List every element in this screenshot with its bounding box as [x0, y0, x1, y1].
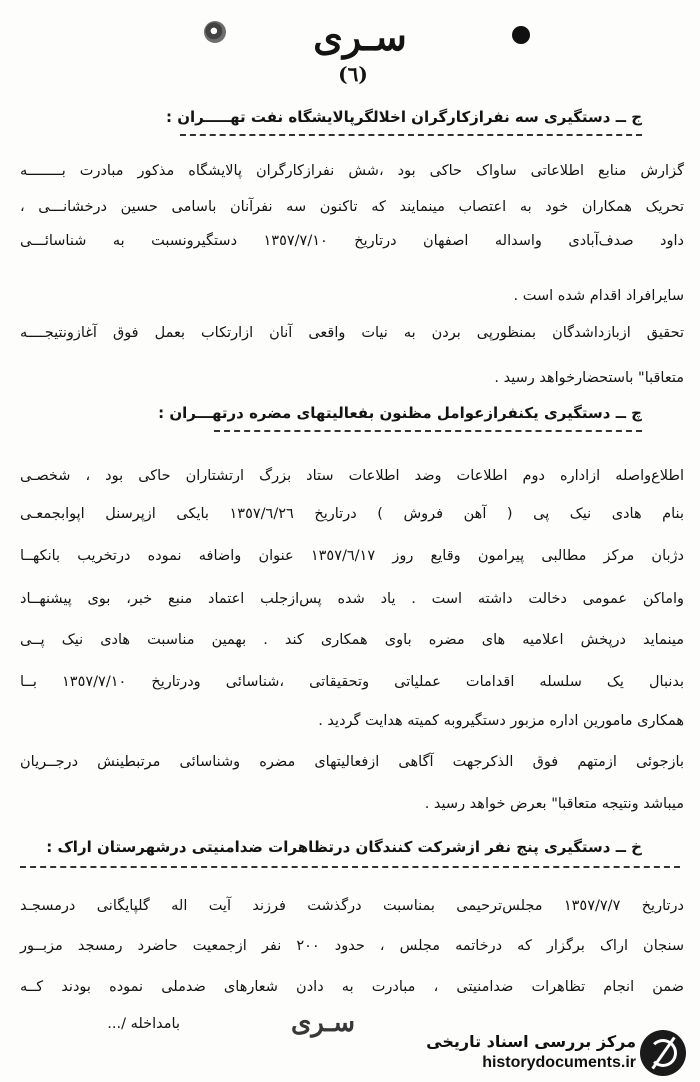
- seal-mark-icon: [204, 21, 226, 43]
- body-line: سنجان اراک برگزار که درخاتمه مجلس ، حدود ٢٠٠ نفر ازجمعیت حاضرد رمسجد مزبــور: [20, 938, 685, 954]
- body-line: بامداخله /...: [107, 1016, 180, 1032]
- body-line: سایرافراد اقدام شده است .: [513, 288, 684, 304]
- classification-stamp: سـری: [290, 1008, 356, 1038]
- archive-name: مرکز بررسی اسناد تاریخی: [426, 1032, 636, 1051]
- heading-underline: [214, 430, 642, 432]
- body-line: تحقیق ازبازداشدگان بمنظورپی بردن به نیات واقعی آنان ازارتکاب بعمل فوق آغازونتیجــــه: [20, 325, 684, 341]
- section-heading: خ ــ دستگیری پنج نفر ازشرکت کنندگان درتظاهرات ضدامنیتی درشهرستان اراک :: [46, 838, 642, 856]
- body-line: بنام هادی نیک پی ( آهن فروش ) درتاریخ ١٣٥٧/٦/٢٦ بایکی ازپرسنل اپوابجمعـی: [20, 506, 684, 522]
- heading-underline: [20, 866, 680, 868]
- classification-header: سـری: [313, 14, 407, 59]
- body-line: ضمن انجام تظاهرات ضدامنیتی ، مبادرت به دادن شعارهای ضدملی نموده بودند کــه: [20, 979, 684, 995]
- body-line: دژبان مرکز مطالبی پیرامون وقایع روز ١٣٥٧/٦/١٧ عنوان واضافه نموده درتخریب بانکهــا: [20, 548, 684, 564]
- heading-underline: [180, 134, 642, 136]
- body-line: همکاری مامورین اداره مزبور دستگیروبه کمیته هدایت گردید .: [318, 713, 684, 729]
- body-line: مینماید درپخش اعلامیه های مضره باوی همکاری کند . بهمین مناسبت هادی نیک پــی: [20, 632, 684, 648]
- body-line: میباشد ونتیجه متعاقبا" بعرض خواهد رسید .: [424, 796, 684, 812]
- archive-url[interactable]: historydocuments.ir: [482, 1054, 636, 1071]
- body-line: درتاریخ ١٣٥٧/٧/٧ مجلس‌ترحیمی بمناسبت درگذشت فرزند آیت اله گلپایگانی درمسجـد: [20, 898, 685, 914]
- section-heading: چ ــ دستگیری یکنفرازعوامل مظنون بفعالیتهای مضره درتهـــران :: [158, 404, 642, 422]
- body-line: متعاقبا" باستحضارخواهد رسید .: [494, 370, 684, 386]
- body-line: واماکن عمومی دخالت داشته است . یاد شده پس‌ازجلب اعتماد منبع خبر، بوی پیشنهــاد: [20, 591, 684, 607]
- page-number: (٦): [338, 62, 368, 86]
- body-line: داود صدف‌آبادی واسداله اصفهان درتاریخ ١٣٥٧/٧/١٠ دستگیرونسبت به شناسائـــی: [20, 233, 684, 249]
- body-line: بدنبال یک سلسله اقدامات عملیاتی وتحقیقاتی ،شناسائی ودرتاریخ ١٣٥٧/٧/١٠ بــا: [20, 674, 685, 690]
- section-heading: ج ــ دستگیری سه نفرازکارگران اخلالگرپالایشگاه نفت تهـــــران :: [165, 108, 642, 126]
- body-line: بازجوئی ازمتهم فوق الذکرجهت آگاهی ازفعالیتهای مضره وشناسائی مرتبطینش درجــریان: [20, 754, 684, 770]
- body-line: اطلاع‌واصله ازاداره دوم اطلاعات وضد اطلاعات ستاد بزرگ ارتشتاران حاکی بود ، شخصـی: [20, 468, 684, 484]
- body-line: تحریک همکاران خود به اعتصاب مینمایند که تاکنون سه نفرآنان باسامی حسین درخشانـــی ،: [20, 199, 684, 215]
- body-line: گزارش منابع اطلاعاتی ساواک حاکی بود ،شش نفرازکارگران پالایشگاه مذکور مبادرت بــــــــه: [20, 163, 684, 179]
- archive-logo-icon: [640, 1030, 686, 1076]
- dot-mark-icon: [512, 26, 530, 44]
